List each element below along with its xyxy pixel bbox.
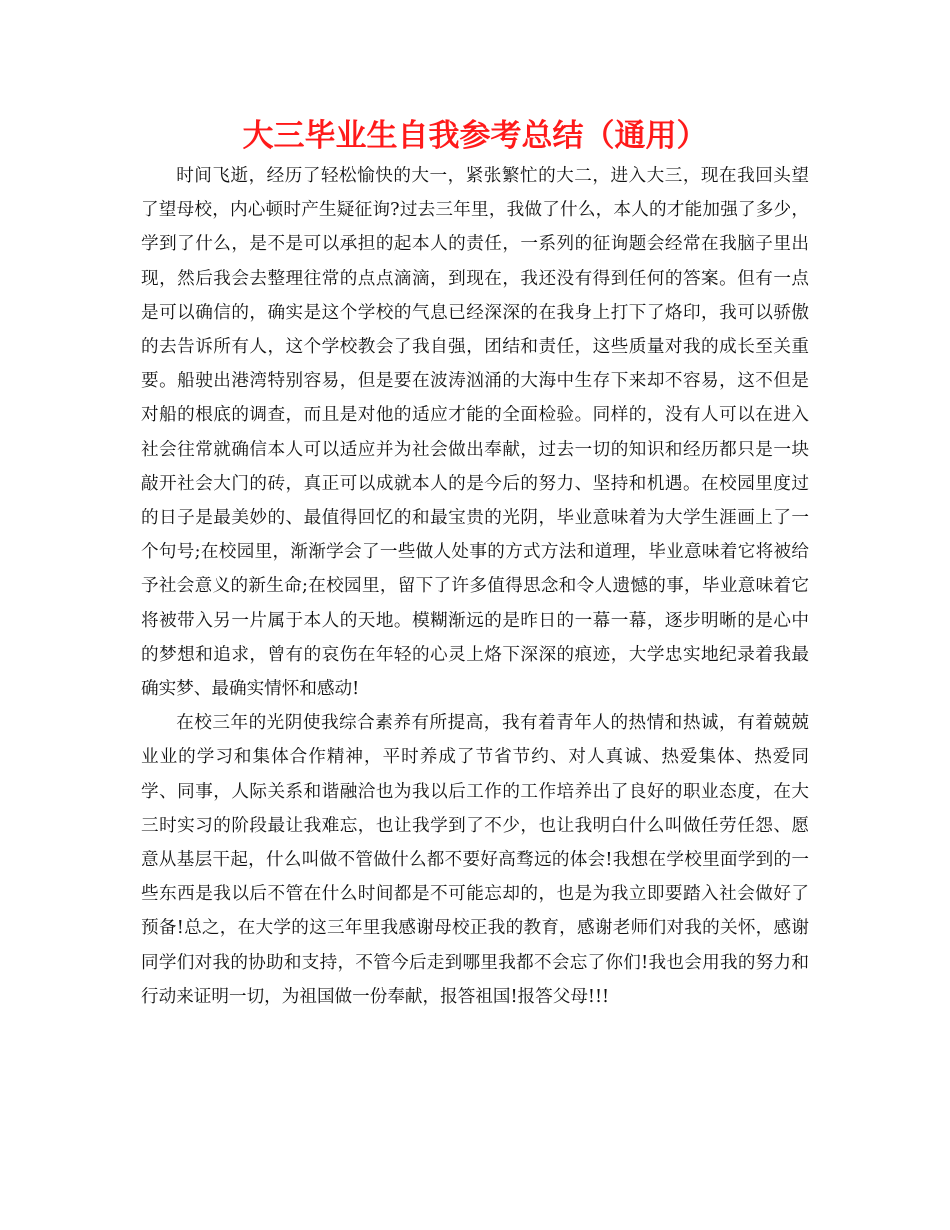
paragraph-1: 时间飞逝，经历了轻松愉快的大一，紧张繁忙的大二，进入大三，现在我回头望了望母校，内心顿时产生疑征询?过去三年里，我做了什么，本人的才能加强了多少，学到了什么，是不是可以承担的起本人的责任，一系列的征询题会经常在我脑子里出现，然后我会去整理往常的点点滴滴，到现在，我还没有得到任何的答案。但有一点是可以确信的，确实是这个学校的气息已经深深的在我身上打下了烙印，我可以骄傲的去告诉所有人，这个学校教会了我自强，团结和责任，这些质量对我的成长至关重要。船驶出港湾特别容易，但是要在波涛汹涌的大海中生存下来却不容易，这不但是对船的根底的调查，而且是对他的适应才能的全面检验。同样的，没有人可以在进入社会往常就确信本人可以适应并为社会做出奉献，过去一切的知识和经历都只是一块敲开社会大门的砖，真正可以成就本人的是今后的努力、坚持和机遇。在校园里度过的日子是最美妙的、最值得回忆的和最宝贵的光阴，毕业意味着为大学生涯画上了一个句号;在校园里，渐渐学会了一些做人处事的方式方法和道理，毕业意味着它将被给予社会意义的新生命;在校园里，留下了许多值得思念和令人遗憾的事，毕业意味着它将被带入另一片属于本人的天地。模糊渐远的是昨日的一幕一幕，逐步明晰的是心中的梦想和追求，曾有的哀伤在年轻的心灵上烙下深深的痕迹，大学忠实地纪录着我最确实梦、最确实情怀和感动! bbox=[141, 166, 809, 700]
document-title: 大三毕业生自我参考总结（通用） bbox=[242, 118, 708, 154]
document-body bbox=[141, 159, 809, 1014]
paragraph-2: 在校三年的光阴使我综合素养有所提高，我有着青年人的热情和热诚，有着兢兢业业的学习和集体合作精神，平时养成了节省节约、对人真诚、热爱集体、热爱同学、同事，人际关系和谐融洽也为我以后工作的工作培养出了良好的职业态度，在大三时实习的阶段最让我难忘，也让我学到了不少，也让我明白什么叫做任劳任怨、愿意从基层干起，什么叫做不管做什么都不要好高骛远的体会!我想在学校里面学到的一些东西是我以后不管在什么时间都是不可能忘却的，也是为我立即要踏入社会做好了预备!总之，在大学的这三年里我感谢母校正我的教育，感谢老师们对我的关怀，感谢同学们对我的协助和支持，不管今后走到哪里我都不会忘了你们!我也会用我的努力和行动来证明一切，为祖国做一份奉献，报答祖国!报答父母!!! bbox=[141, 713, 809, 1007]
